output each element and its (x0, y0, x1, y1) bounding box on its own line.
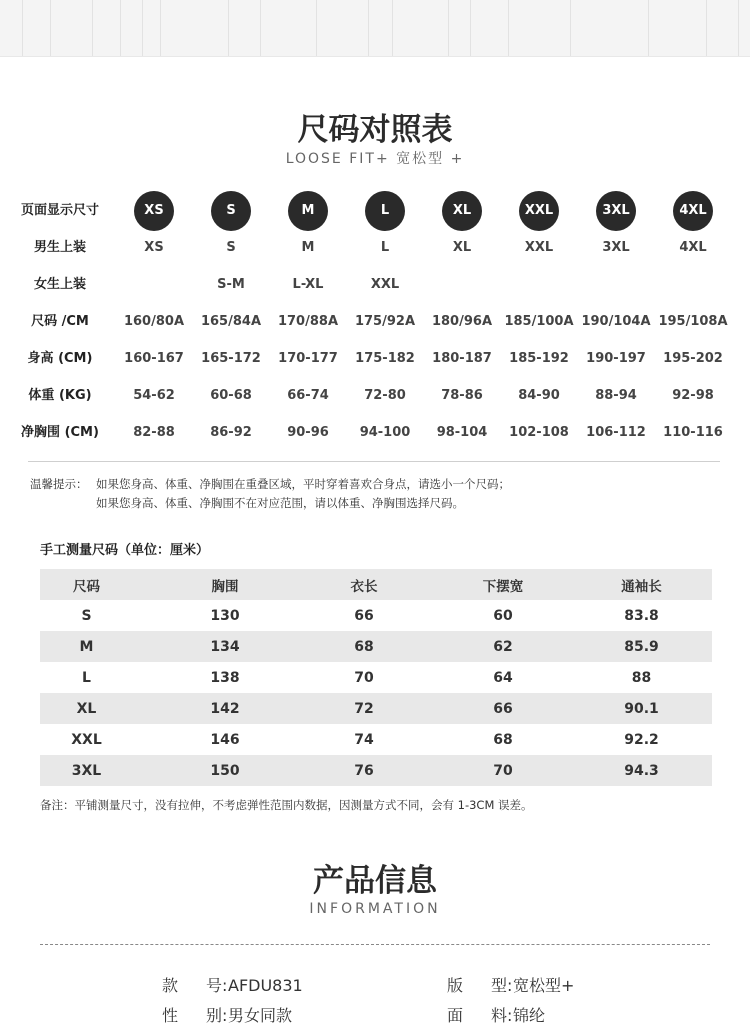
size-row-label: 体重 (KG) (28, 388, 92, 403)
table-cell: 74 (354, 731, 374, 748)
product-info-item (162, 1003, 292, 1026)
size-row (0, 232, 750, 264)
table-cell: 92.2 (624, 731, 659, 748)
table-cell: 68 (493, 731, 513, 748)
table-cell: S (81, 607, 92, 624)
dashed-divider (40, 944, 710, 945)
table-row (40, 693, 712, 724)
size-cell: 175-182 (355, 351, 415, 366)
table-header-cell: 下摆宽 (482, 578, 524, 595)
table-cell: 138 (210, 669, 240, 686)
table-cell: M (79, 638, 94, 655)
size-row-label: 身高 (CM) (27, 351, 93, 366)
table-cell: 142 (210, 700, 240, 717)
table-cell: 72 (354, 700, 374, 717)
table-cell: XXL (71, 731, 102, 748)
table-cell: 150 (210, 762, 240, 779)
size-chart-title: 尺码对照表 (297, 112, 453, 148)
size-badge: S (211, 191, 251, 231)
size-cell: XXL (370, 277, 400, 292)
size-cell: 102-108 (509, 425, 569, 440)
table-row (40, 724, 712, 755)
product-info-item (447, 1003, 545, 1026)
size-cell: 54-62 (133, 388, 175, 403)
size-row (0, 380, 750, 412)
size-row-label: 净胸围 (CM) (21, 425, 99, 440)
size-cell: 185-192 (509, 351, 569, 366)
size-cell: 160-167 (124, 351, 184, 366)
size-row (0, 343, 750, 375)
size-badge: 4XL (673, 191, 713, 231)
size-cell: 195-202 (663, 351, 723, 366)
size-badge: XL (442, 191, 482, 231)
table-cell: 66 (354, 607, 374, 624)
size-cell: S-M (217, 277, 245, 292)
size-cell: M (301, 240, 315, 255)
size-row (0, 195, 750, 227)
size-cell: 175/92A (354, 314, 416, 329)
tip-line-1: 如果您身高、体重、净胸围在重叠区域，平时穿着喜欢合身点，请选小一个尺码； (96, 477, 510, 491)
product-info-subtitle: INFORMATION (309, 901, 441, 917)
size-cell: 165/84A (200, 314, 262, 329)
table-cell: 130 (210, 607, 240, 624)
size-cell: 94-100 (359, 425, 411, 440)
table-cell: 85.9 (624, 638, 659, 655)
table-row (40, 755, 712, 786)
table-cell: 88 (631, 669, 652, 686)
size-cell: 195/108A (658, 314, 728, 329)
size-badge: M (288, 191, 328, 231)
product-info-value: 宽松型+ (513, 976, 575, 995)
table-cell: 134 (210, 638, 240, 655)
size-row (0, 306, 750, 338)
size-cell: 170/88A (277, 314, 339, 329)
size-cell: 82-88 (133, 425, 175, 440)
table-cell: 90.1 (624, 700, 659, 717)
size-cell: 110-116 (663, 425, 723, 440)
size-cell: 84-90 (518, 388, 560, 403)
measure-heading: 手工测量尺码（单位：厘米） (40, 543, 210, 558)
size-badge: XS (134, 191, 174, 231)
size-chart-subtitle: LOOSE FIT+ 宽松型 + (285, 151, 465, 167)
tip-line-2: 如果您身高、体重、净胸围不在对应范围，请以体重、净胸围选择尺码。 (96, 496, 464, 510)
product-info-label: 版 型: (447, 976, 513, 995)
product-info-item (162, 973, 303, 996)
size-row (0, 417, 750, 449)
size-cell: 170-177 (278, 351, 338, 366)
table-row (40, 631, 712, 662)
size-cell: 72-80 (364, 388, 406, 403)
size-cell: 165-172 (201, 351, 261, 366)
measurement-table (40, 569, 712, 786)
size-cell: XS (144, 240, 164, 255)
table-cell: 62 (493, 638, 513, 655)
table-cell: 66 (493, 700, 513, 717)
product-info-value: 锦纶 (513, 1006, 546, 1025)
size-cell: 86-92 (210, 425, 252, 440)
size-badge: L (365, 191, 405, 231)
size-cell: 190-197 (586, 351, 646, 366)
table-cell: 68 (354, 638, 374, 655)
size-cell: 66-74 (287, 388, 329, 403)
divider (28, 461, 720, 462)
product-info-label: 面 料: (447, 1006, 513, 1025)
size-cell: 92-98 (672, 388, 714, 403)
size-row-label: 男生上装 (33, 240, 86, 255)
table-cell: 70 (354, 669, 374, 686)
size-cell: 185/100A (504, 314, 574, 329)
top-banner-strip (0, 0, 750, 57)
table-cell: 94.3 (624, 762, 659, 779)
size-cell: 180-187 (432, 351, 492, 366)
table-cell: 3XL (71, 762, 102, 779)
size-cell: 106-112 (586, 425, 646, 440)
size-cell: L (380, 240, 390, 255)
tip-label: 温馨提示： (30, 477, 88, 491)
size-cell: 190/104A (581, 314, 651, 329)
table-header-cell: 胸围 (211, 578, 239, 595)
size-cell: L-XL (292, 277, 324, 292)
size-cell: 160/80A (123, 314, 185, 329)
product-info-title: 产品信息 (313, 863, 437, 899)
table-header-cell: 尺码 (73, 578, 100, 595)
product-info-label: 款 号: (162, 976, 228, 995)
measure-note: 备注：平铺测量尺寸，没有拉伸，不考虑弹性范围内数据，因测量方式不同，会有 1-3CM 误差。 (40, 798, 533, 812)
table-cell: L (82, 669, 91, 686)
product-info-item (447, 973, 574, 996)
size-cell: 3XL (602, 240, 630, 255)
table-cell: XL (76, 700, 97, 717)
table-row (40, 662, 712, 693)
size-cell: 88-94 (595, 388, 637, 403)
table-row (40, 600, 712, 631)
product-info-label: 性 别: (162, 1006, 228, 1025)
size-row (0, 269, 750, 301)
table-cell: 83.8 (624, 607, 659, 624)
size-cell: 180/96A (431, 314, 493, 329)
size-row-label: 尺码 /CM (31, 314, 89, 329)
size-row-label: 页面显示尺寸 (20, 203, 99, 218)
size-cell: 60-68 (210, 388, 252, 403)
table-cell: 146 (210, 731, 240, 748)
size-cell: 90-96 (287, 425, 329, 440)
size-row-label: 女生上装 (33, 277, 86, 292)
size-cell: S (226, 240, 236, 255)
size-badge: XXL (519, 191, 559, 231)
size-cell: 4XL (679, 240, 707, 255)
size-cell: 98-104 (436, 425, 488, 440)
product-info-value: 男女同款 (228, 1006, 293, 1025)
table-cell: 76 (354, 762, 374, 779)
size-cell: 78-86 (441, 388, 483, 403)
table-header-cell: 衣长 (350, 578, 378, 595)
size-badge: 3XL (596, 191, 636, 231)
table-header-cell: 通袖长 (621, 578, 662, 595)
table-cell: 60 (493, 607, 513, 624)
product-info-value: AFDU831 (228, 976, 303, 995)
table-cell: 64 (493, 669, 513, 686)
size-cell: XL (452, 240, 472, 255)
size-cell: XXL (524, 240, 554, 255)
table-cell: 70 (493, 762, 513, 779)
table-header (40, 569, 712, 600)
